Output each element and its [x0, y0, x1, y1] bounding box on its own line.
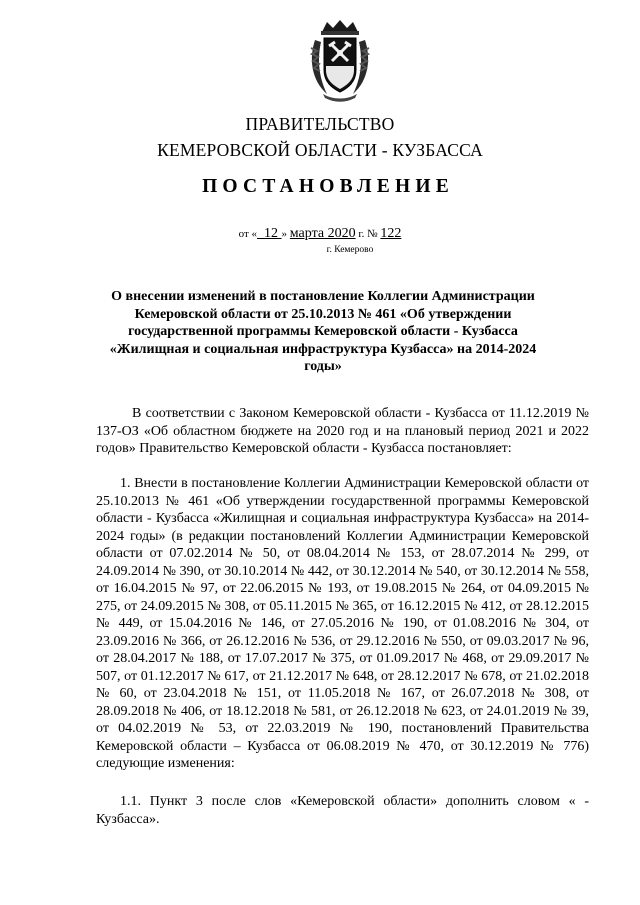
document-subject: О внесении изменений в постановление Коллегии Администрации Кемеровской области от 25.10.2013 № 461 «Об утверждении государственной программы Кемеровской области - Кузбасса «Жилищная и социальная инфраструктура Кузбасса» на 2014-2024 годы» — [109, 289, 537, 374]
clause-1-1-paragraph: 1.1. Пункт 3 после слов «Кемеровской области» дополнить словом « - Кузбасса». — [96, 794, 589, 827]
date-prefix: от « — [238, 228, 258, 240]
coat-of-arms-icon — [307, 18, 373, 102]
document-number: 122 — [380, 226, 402, 241]
preamble-paragraph: В соответствии с Законом Кемеровской области - Кузбасса от 11.12.2019 № 137-ОЗ «Об областном бюджете на 2020 год и на плановый период 2021 и 2022 годов» Правительство Кемеровской области - Кузбасса постановляет: — [96, 406, 589, 456]
government-name-line1: ПРАВИТЕЛЬСТВО — [245, 114, 395, 134]
document-type-title: ПОСТАНОВЛЕНИЕ — [202, 176, 454, 197]
clause-1-paragraph: 1. Внести в постановление Коллегии Администрации Кемеровской области от 25.10.2013 № 461 «Об утверждении государственной программы Кемеровской области - Кузбасса «Жилищная и социальная инфраструктура Кузбасса» на 2014-2024 годы» (в редакции постановлений Коллегии Администрации Кемеровской области от 07.02.2014 № 50, от 08.04.2014 № 153, от 28.07.2014 № 299, от 24.09.2014 № 390, от 30.10.2014 № 442, от 30.12.2014 № 540, от 30.12.2014 № 558, от 16.04.2015 № 97, от 22.06.2015 № 193, от 19.08.2015 № 264, от 04.09.2015 № 275, от 24.09.2015 № 308, от 05.11.2015 № 365, от 16.12.2015 № 412, от 28.12.2015 № 449, от 15.04.2016 № 146, от 27.05.2016 № 190, от 01.08.2016 № 304, от 23.09.2016 № 366, от 26.12.2016 № 536, от 29.12.2016 № 550, от 09.03.2017 № 96, от 28.04.2017 № 188, от 17.07.2017 № 375, от 01.09.2017 № 468, от 29.09.2017 № 507, от 01.12.2017 № 617, от 21.12.2017 № 648, от 28.12.2017 № 678, от 21.02.2018 № 60, от 23.04.2018 № 151, от 11.05.2018 № 167, от 26.07.2018 № 308, от 28.09.2018 № 406, от 18.12.2018 № 581, от 26.12.2018 № 623, от 24.01.2019 № 39, от 04.02.2019 № 53, от 22.03.2019 № 190, постановлений Правительства Кемеровской области – Кузбасса от 06.08.2019 № 470, от 30.12.2019 № 776) следующие изменения: — [96, 476, 589, 771]
date-month-year: марта 2020 — [289, 226, 356, 241]
government-name-line2: КЕМЕРОВСКОЙ ОБЛАСТИ - КУЗБАССА — [157, 140, 483, 160]
date-mid: » — [281, 228, 290, 240]
date-day: 12 — [264, 226, 279, 241]
date-year-suffix: г. № — [355, 228, 378, 240]
city-label: г. Кемерово — [326, 245, 374, 255]
date-number-line — [0, 226, 640, 242]
